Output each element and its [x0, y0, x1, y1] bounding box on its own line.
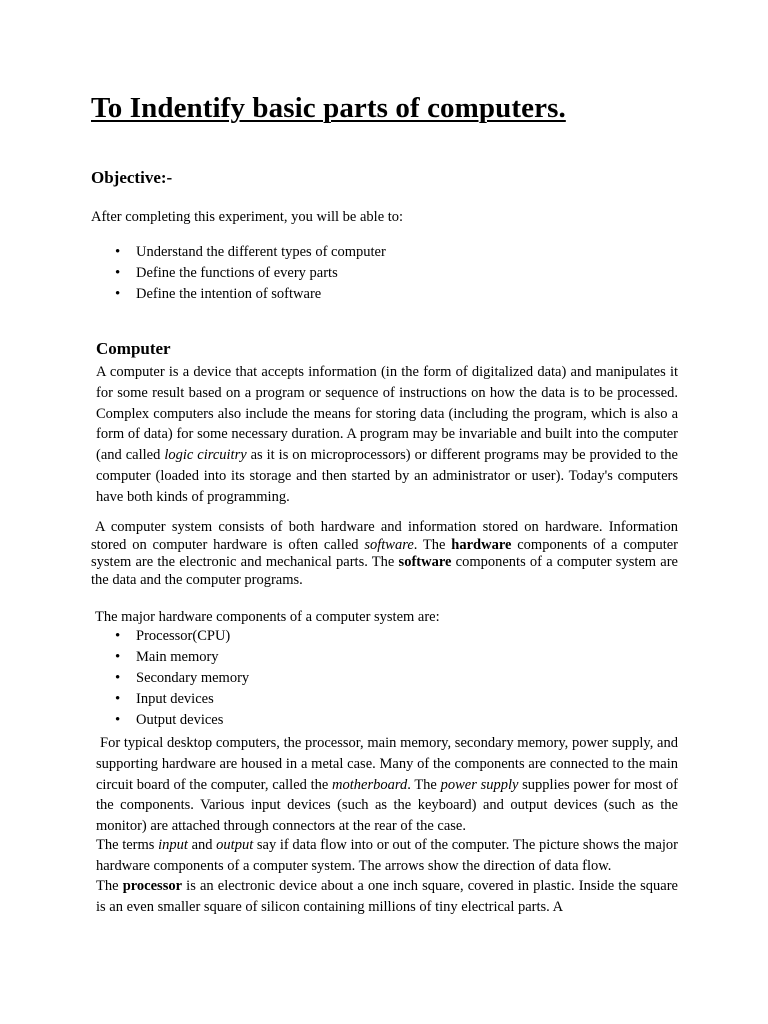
- paragraph-computer-definition: A computer is a device that accepts information (in the form of digitalized data) and manipulates it for some result based on a program or sequence of instructions on how the data is to be processed. Complex computers also include the means for storing data (including the program, which is also a form of data) for some necessary duration. A program may be invariable and built into the computer (and called logic circuitry as it is on microprocessors) or different programs may be provided to the computer (loaded into its storage and then started by an administrator or user). Today's computers have both kinds of programming.: [96, 364, 678, 505]
- objective-list: [91, 242, 386, 305]
- paragraph-input-output: The terms input and output say if data flow into or out of the computer. The picture shows the major hardware components of a computer system. The arrows show the direction of data flow.: [96, 837, 678, 874]
- hardware-components-list: [91, 626, 249, 731]
- objective-heading: Objective:-: [91, 168, 173, 187]
- list-item: • Output devices: [91, 710, 249, 731]
- paragraph-hardware-intro: The major hardware components of a computer system are:: [95, 609, 440, 625]
- bold-term: processor: [122, 878, 183, 894]
- computer-heading: Computer: [96, 339, 171, 358]
- italic-term: software: [364, 536, 414, 553]
- bold-term: software: [398, 554, 452, 571]
- paragraph-desktop-components: For typical desktop computers, the processor, main memory, secondary memory, power supply, and supporting hardware are housed in a metal case. Many of the components are connected to the main circuit board of the computer, called the motherboard. The power supply supplies power for most of the components. Various input devices (such as the keyboard) and output devices (such as the monitor) are attached through connectors at the rear of the case.: [96, 735, 679, 835]
- italic-term: power supply: [440, 776, 519, 793]
- italic-term: motherboard: [332, 776, 408, 793]
- bold-term: hardware: [451, 536, 512, 553]
- list-item: • Secondary memory: [91, 668, 249, 689]
- paragraph-computer-system: A computer system consists of both hardware and information stored on hardware. Information stored on computer hardware is often called software. The hardware components of a computer system are the electronic and mechanical parts. The software components of a computer system are the data and the computer programs.: [91, 519, 678, 589]
- list-item: • Processor(CPU): [91, 626, 249, 647]
- italic-term: logic circuitry: [164, 447, 247, 464]
- list-item: • Main memory: [91, 647, 249, 668]
- list-item: • Define the functions of every parts: [91, 263, 386, 284]
- italic-term: output: [216, 837, 254, 853]
- list-item: • Input devices: [91, 689, 249, 710]
- italic-term: input: [158, 837, 188, 853]
- list-item: • Understand the different types of computer: [91, 242, 386, 263]
- document-title: To Indentify basic parts of computers.: [91, 92, 566, 124]
- objective-intro: After completing this experiment, you will be able to:: [91, 209, 404, 225]
- list-item: • Define the intention of software: [91, 284, 386, 305]
- paragraph-processor: The processor is an electronic device about a one inch square, covered in plastic. Inside the square is an even smaller square of silicon containing millions of tiny electrical parts. A: [96, 878, 678, 915]
